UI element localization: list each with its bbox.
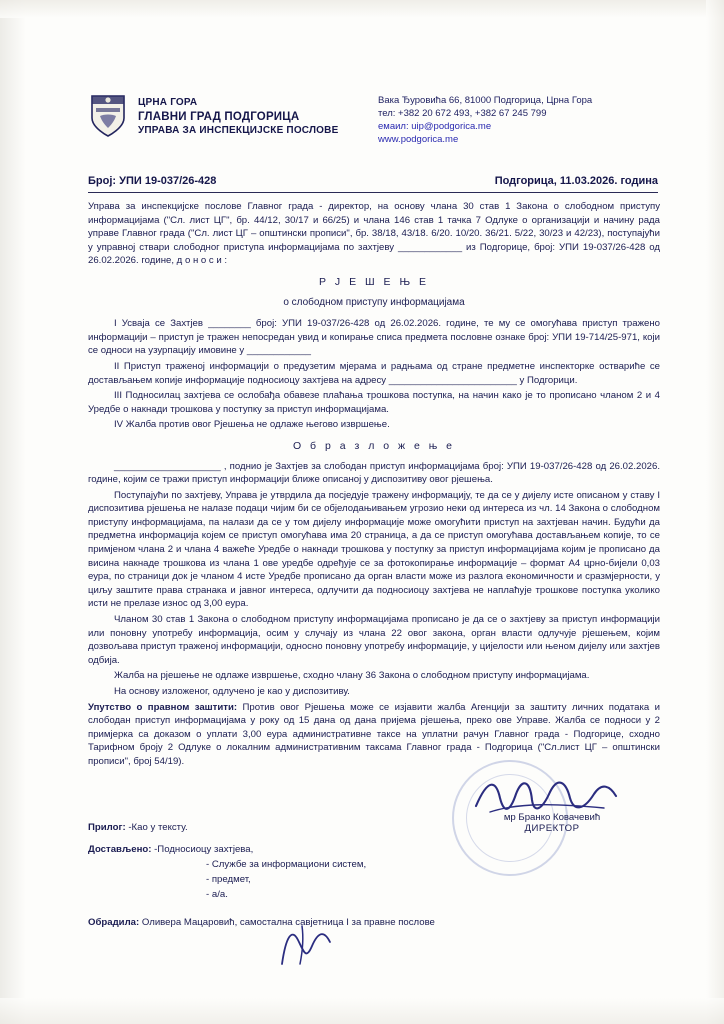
prepared-by-value: Оливера Мацаровић, самостална савјетница I за правне послове: [141, 917, 435, 928]
decision-title: Р Ј Е Ш Е Њ Е: [319, 275, 429, 288]
reference-row: [88, 175, 658, 187]
decision-item-1: I Усваја се Захтјев ________ број: УПИ 19-037/26-428 од 26.02.2026. године, те му се омогућава приступ тражено информацији – приступ је тражен непосредан увид и копирање списа предмета пословне ознаке број: УПИ 19-714/25-971, који се односи на узурпацију имовине у ____________: [88, 318, 660, 357]
explanation-paragraph-4: Жалба на рјешење не одлаже извршење, сходно члану 36 Закона о слободном приступу информацијама.: [114, 670, 590, 682]
delivery-label: Достављено:: [88, 844, 152, 855]
legal-remedy-paragraph: [88, 701, 660, 769]
delivery-item-4: - а/а.: [206, 889, 228, 900]
delivery-block: [88, 842, 660, 902]
decision-item-4: IV Жалба против овог Рјешења не одлаже његово извршење.: [114, 419, 390, 431]
delivery-item-3: - предмет,: [206, 874, 251, 885]
contact-website: www.podgorica.me: [378, 134, 459, 145]
contact-email: емаил: uip@podgorica.me: [378, 121, 492, 132]
attachment-value: -Као у тексту.: [128, 822, 188, 833]
delivery-item-2: - Службе за информациони систем,: [206, 859, 367, 870]
signer-title: ДИРЕКТОР: [524, 823, 580, 834]
decision-item-3: III Подносилац захтјева се ослобађа обавезе плаћања трошкова поступка, на начин како је то прописано чланом 2 и 4 Уредбе о накнади трошкова у поступку за приступ информацијама.: [88, 390, 660, 415]
contact-address: Вака Ђуровића 66, 81000 Подгорица, Црна Гора: [378, 95, 593, 106]
org-country: ЦРНА ГОРА: [138, 97, 198, 108]
org-city: ГЛАВНИ ГРАД ПОДГОРИЦА: [138, 111, 300, 123]
coat-of-arms-icon: [88, 92, 128, 138]
signer-name: мр Бранко Ковачевић: [503, 812, 601, 823]
handwritten-signature: [470, 772, 620, 818]
decision-item-2: II Приступ траженој информацији о предузетим мјерама и радњама од стране предметне инспекторке оствариће се достављањем копије информације подносиоцу захтјева на адресу ________________________ у Подгорици.: [88, 360, 660, 386]
explanation-paragraph-5: На основу изложеног, одлучено је као у диспозитиву.: [114, 686, 350, 697]
document-body: [88, 200, 660, 771]
prepared-by-label: Обрадила:: [88, 917, 140, 928]
intro-paragraph: Управа за инспекцијске послове Главног града - директор, на основу члана 30 став 1 Закона о слободном приступу информацијама ("Сл. лист ЦГ", бр. 44/12, 30/17 и 66/25) и члана 146 став 1 тачка 7 Одлуке о организацији и начину рада управе Главног града ("Сл. лист ЦГ – општински прописи", бр. 38/18, 43/18. 6/20. 10/20. 36/21. 5/22, 30/23 и 42/23), поступајући у управној ствари слободног приступа информацијама по захтјеву ____________ из Подгорице, број: УПИ 19-037/26-428 од 26.02.2026. године, д о н о с и :: [88, 201, 660, 267]
legal-remedy-text: Против овог Рјешења може се изјавити жалба Агенцији за заштиту личних података и слободан приступ информацијама у року од 15 дана од дана пријема рјешења, преко ове Управе. Жалба се подноси у 2 примјерка са доказом о уплати 3,00 еура административне таксе на уплатни рачун Главног града - Подгорице, сходно Тарифном броју 2 Одлуке о локалним административним таксама Главног града - Подгорица ("Сл.лист ЦГ – општински прописи", број 54/19).: [88, 701, 660, 767]
organization-block: [138, 92, 368, 138]
org-department: УПРАВА ЗА ИНСПЕКЦИЈСКЕ ПОСЛОВЕ: [138, 125, 339, 136]
contact-phone: тел: +382 20 672 493, +382 67 245 799: [378, 108, 547, 119]
explanation-paragraph-2: Поступајући по захтјеву, Управа је утврдила да посједује тражену информацију, те да се у дијелу исте описаном у ставу I диспозитива рјешења не налазе подаци чијим би се објелодањивањем угрозио неки од интереса из чл. 14 Закона о слободном приступу информацијама, па налази да се у том дијелу информације може омогућити приступ на захтјеван начин. Будући да предметна информација којем се приступ омогућава има 20 страница, а да се приступ омогућава достављањем копије, то се примјеном члана 2 и члана 4 важеће Уредбе о накнади трошкова у поступку за приступ информацијама којим је прописано да висина накнаде трошкова из члана 1 ове уредбе одређује се за фотокопирање информације – формат А4 црно-бијели 0,03 еура, по страници док је чланом 4 исте Уредбе прописано да орган власти може из разлога економичности и сразмјерности, у циљу заштите права странака и јавног интереса, одлучити да подносиоцу захтјева не наплаћује трошкове поступка уколико исти не прелазе износ од 3,00 еура.: [88, 489, 660, 610]
legal-remedy-label: Упутство о правном заштити:: [88, 701, 238, 713]
explanation-paragraph-1: ____________________ , поднио је Захтјев за слободан приступ информацијама број: УПИ 19-037/26-428 од 26.02.2026. године, којим се тражи приступ информацији ближе описаној у диспозитиву овог рјешења.: [88, 460, 660, 486]
attachment-label: Прилог:: [88, 822, 126, 833]
place-and-date: Подгорица, 11.03.2026. година: [494, 175, 658, 187]
explanation-title: О б р а з л о ж е њ е: [292, 439, 456, 452]
delivery-item-1: -Подносиоцу захтјева,: [154, 844, 254, 855]
contact-block: [368, 92, 658, 146]
letterhead: [88, 92, 658, 146]
prepared-by-row: [88, 915, 660, 930]
attachment-row: [88, 820, 660, 835]
header-divider: [88, 192, 658, 193]
decision-subtitle: о слободном приступу информацијама: [283, 296, 465, 308]
document-number: Број: УПИ 19-037/26-428: [88, 175, 217, 187]
explanation-paragraph-3: Чланом 30 став 1 Закона о слободном приступу информацијама прописано је да се о захтјеву за приступ информацији или поновну употребу информација, осим у случају из члана 22 овог закона, орган власти одлучује рјешењем, којим дозвољава приступ траженој информацији, односно поновну употребу информације, у цијелости или њеном дијелу или захтјев одбија.: [88, 614, 660, 666]
